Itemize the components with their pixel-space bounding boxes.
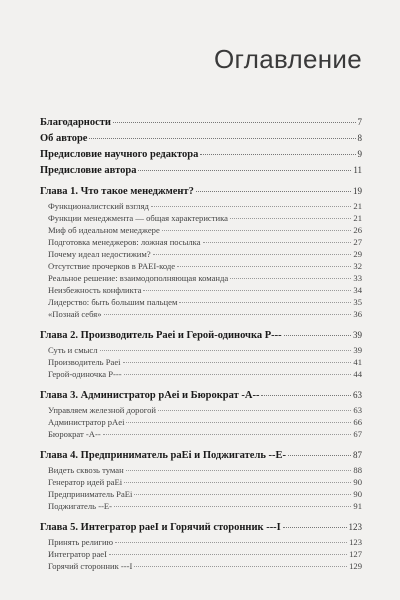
toc-entry-label: Принять религию [48,537,114,547]
toc-section-entry [48,477,362,487]
dot-leader [196,191,351,192]
toc-entry-label: Функционалистский взгляд [48,201,149,211]
dot-leader [114,506,351,507]
toc-page-number: 35 [353,297,362,307]
dot-leader [230,218,351,219]
toc-entry-label: Бюрократ -A-- [48,429,101,439]
toc-section-entry [48,309,362,319]
toc-page-number: 66 [353,417,362,427]
toc-page-number: 91 [353,501,362,511]
toc-section-entry [48,225,362,235]
dot-leader [134,494,351,495]
toc-chapter-entry [40,186,362,197]
dot-leader [162,230,352,231]
toc-section-entry [48,369,362,379]
toc-page-number: 44 [353,369,362,379]
toc-page-number: 19 [353,186,362,196]
toc-entry-label: Глава 1. Что такое менеджмент? [40,186,194,197]
toc-entry-label: Глава 4. Предприниматель paEi и Поджигатель --E- [40,450,287,461]
toc-entry-label: Об авторе [40,133,88,144]
toc-entry-label: «Познай себя» [48,309,102,319]
toc-section-entry [48,561,362,571]
toc-entry-label: Видеть сквозь туман [48,465,124,475]
toc-entry-label: Предисловие автора [40,165,137,176]
toc-chapter-entry [40,390,362,401]
toc-page-number: 41 [353,357,362,367]
toc-section-entry [48,297,362,307]
toc-chapter-entry [40,117,362,128]
toc-chapter-entry [40,522,362,533]
dot-leader [230,278,351,279]
dot-leader [179,302,351,303]
toc-page-number: 34 [353,285,362,295]
toc-page-number: 11 [353,165,362,175]
dot-leader [126,422,351,423]
toc-entry-label: Почему идеал недостижим? [48,249,151,259]
dot-leader [151,206,352,207]
toc-entry-label: Поджигатель --E- [48,501,113,511]
toc-page-number: 123 [349,537,362,547]
toc-page-number: 63 [353,405,362,415]
toc-entry-label: Лидерство: быть большим пальцем [48,297,178,307]
toc-section-entry [48,201,362,211]
toc-entry-label: Предприниматель PaEi [48,489,133,499]
toc-entry-label: Глава 3. Администратор pAei и Бюрократ -A-- [40,390,260,401]
dot-leader [115,542,347,543]
dot-leader [177,266,351,267]
toc-entry-label: Горячий сторонник ---I [48,561,133,571]
toc-entry-label: Герой-одиночка P--- [48,369,122,379]
toc-section-entry [48,237,362,247]
dot-leader [124,374,352,375]
toc-section-entry [48,501,362,511]
dot-leader [123,362,352,363]
toc-chapter-entry [40,450,362,461]
dot-leader [104,314,352,315]
dot-leader [124,482,351,483]
toc-section-entry [48,357,362,367]
toc-page-number: 90 [353,489,362,499]
toc-page-number: 123 [348,522,362,532]
toc-page-number: 90 [353,477,362,487]
toc-section-entry [48,285,362,295]
toc-page-number: 36 [353,309,362,319]
dot-leader [109,554,347,555]
dot-leader [103,434,352,435]
toc-section-entry [48,261,362,271]
toc-section-entry [48,417,362,427]
toc-section-entry [48,345,362,355]
dot-leader [283,527,347,528]
toc-entry-label: Реальное решение: взаимодополняющая команда [48,273,229,283]
toc-page-number: 21 [353,201,362,211]
toc-chapter-entry [40,330,362,341]
toc-page-number: 21 [353,213,362,223]
toc-entry-label: Интегратор paeI [48,549,107,559]
toc-page-number: 129 [349,561,362,571]
dot-leader [261,395,351,396]
toc-entry-label: Управляем железной дорогой [48,405,156,415]
toc-entry-label: Подготовка менеджеров: ложная посылка [48,237,201,247]
toc-page-number: 32 [353,261,362,271]
dot-leader [158,410,351,411]
toc-section-entry [48,549,362,559]
toc-entry-label: Предисловие научного редактора [40,149,199,160]
toc-page-number: 127 [349,549,362,559]
dot-leader [200,154,355,155]
toc-page-number: 9 [357,149,362,159]
toc-entry-label: Суть и смысл [48,345,98,355]
dot-leader [203,242,352,243]
toc-page-number: 63 [353,390,362,400]
dot-leader [143,290,351,291]
toc-section-entry [48,273,362,283]
toc-chapter-entry [40,133,362,144]
toc-entry-label: Миф об идеальном менеджере [48,225,160,235]
toc-entry-label: Администратор pAei [48,417,125,427]
toc-page-number: 8 [357,133,362,143]
toc-entry-label: Неизбежность конфликта [48,285,142,295]
toc-entry-label: Благодарности [40,117,111,128]
toc-page-number: 67 [353,429,362,439]
toc-section-entry [48,405,362,415]
toc-section-entry [48,249,362,259]
toc-page-number: 88 [353,465,362,475]
page-title: Оглавление [214,44,362,74]
dot-leader [284,335,351,336]
dot-leader [134,566,347,567]
toc-page-number: 39 [353,330,362,340]
dot-leader [100,350,352,351]
dot-leader [89,138,355,139]
dot-leader [153,254,352,255]
toc-entry-label: Функции менеджмента — общая характеристика [48,213,228,223]
dot-leader [138,170,351,171]
toc-entry-label: Глава 2. Производитель Paei и Герой-одиночка P--- [40,330,282,341]
toc-section-entry [48,429,362,439]
toc-section-entry [48,465,362,475]
toc-section-entry [48,213,362,223]
toc-section-entry [48,537,362,547]
toc-page-number: 27 [353,237,362,247]
toc-chapter-entry [40,165,362,176]
dot-leader [288,455,351,456]
toc-chapter-entry [40,149,362,160]
toc-section-entry [48,489,362,499]
toc-page-number: 29 [353,249,362,259]
toc-entry-label: Глава 5. Интегратор paeI и Горячий сторонник ---I [40,522,281,533]
toc-page-number: 26 [353,225,362,235]
toc-entry-label: Отсутствие прочерков в PAEI-коде [48,261,176,271]
toc-page-number: 7 [357,117,362,127]
dot-leader [126,470,352,471]
toc-entry-label: Производитель Paei [48,357,121,367]
toc-page-number: 33 [353,273,362,283]
toc-page-number: 87 [353,450,362,460]
dot-leader [113,122,356,123]
toc-page-number: 39 [353,345,362,355]
toc-entry-label: Генератор идей paEi [48,477,123,487]
